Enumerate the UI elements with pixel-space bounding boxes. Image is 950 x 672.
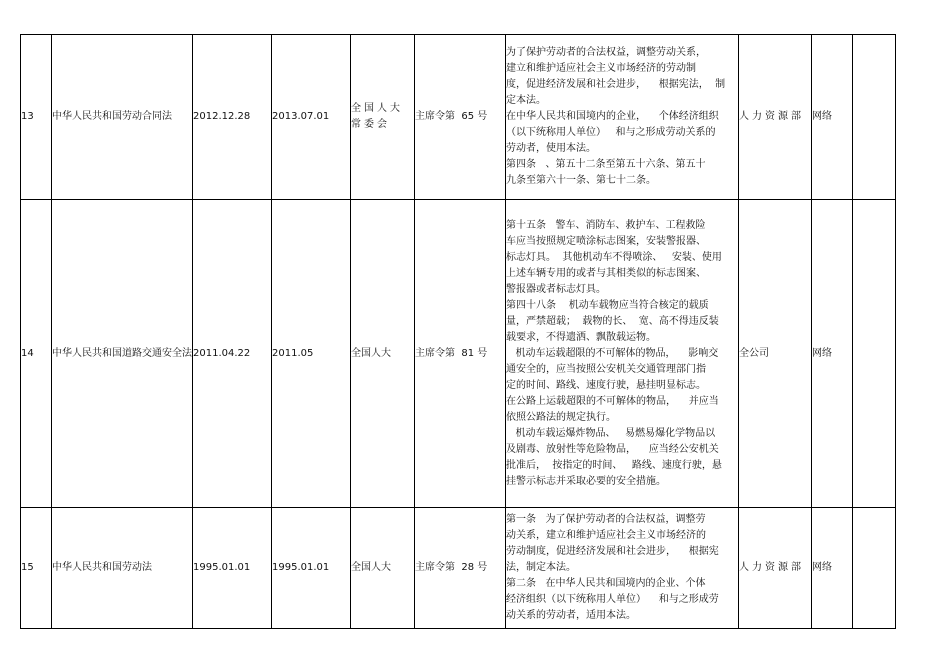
source: 网络 bbox=[812, 508, 853, 629]
row-number: 13 bbox=[21, 35, 52, 200]
laws-table bbox=[20, 34, 896, 629]
clause-line: 动关系的劳动者，适用本法。 bbox=[506, 610, 636, 621]
responsible-department: 人力资源部 bbox=[739, 508, 812, 629]
source: 网络 bbox=[812, 200, 853, 508]
clause-line: 定的时间、路线、速度行驶，悬挂明显标志。 bbox=[506, 379, 706, 391]
table-row bbox=[21, 508, 896, 629]
responsible-department: 全公司 bbox=[739, 200, 812, 508]
clause-line: 经济组织（以下统称用人单位） 和与之形成劳 bbox=[506, 594, 719, 605]
table-row bbox=[21, 35, 896, 200]
clause-line: 劳动者，使用本法。 bbox=[506, 143, 596, 154]
clause-line: 定本法。 bbox=[506, 95, 546, 106]
clause-line: 依照公路法的规定执行。 bbox=[506, 411, 616, 423]
clause-line: 在中华人民共和国境内的企业， 个体经济组织 bbox=[506, 111, 719, 122]
effective-date: 2011.05 bbox=[272, 200, 351, 508]
clause-line: 度，促进经济发展和社会进步， 根据宪法， 制 bbox=[506, 79, 726, 90]
laws-table-body bbox=[21, 35, 896, 629]
clause-line: 机动车运载超限的不可解体的物品， 影响交 bbox=[506, 347, 719, 359]
clause-line: 动关系，建立和维护适应社会主义市场经济的 bbox=[506, 530, 706, 541]
issuing-authority: 全国人大常委会 bbox=[351, 35, 415, 200]
table-row bbox=[21, 200, 896, 508]
effective-date: 1995.01.01 bbox=[272, 508, 351, 629]
clause-line: 第二条 在中华人民共和国境内的企业、个体 bbox=[506, 578, 706, 589]
row-number: 14 bbox=[21, 200, 52, 508]
decree-number: 主席令第 28 号 bbox=[415, 508, 506, 629]
note-cell bbox=[853, 35, 896, 200]
publish-date: 2012.12.28 bbox=[193, 35, 272, 200]
clause-line: 第四条 、第五十二条至第五十六条、第五十 bbox=[506, 159, 706, 170]
note-cell bbox=[853, 508, 896, 629]
issuing-authority: 全国人大 bbox=[351, 200, 415, 508]
clause-line: 载要求，不得遗洒、飘散载运物。 bbox=[506, 331, 656, 343]
clause-line: 量，严禁超载； 载物的长、 宽、高不得违反装 bbox=[506, 315, 719, 327]
decree-number: 主席令第 81 号 bbox=[415, 200, 506, 508]
applicable-clauses bbox=[506, 508, 739, 629]
clause-line: 及剧毒、放射性等危险物品， 应当经公安机关 bbox=[506, 443, 719, 455]
clause-line: 机动车载运爆炸物品、 易燃易爆化学物品以 bbox=[506, 427, 716, 439]
source: 网络 bbox=[812, 35, 853, 200]
clause-line: 法，制定本法。 bbox=[506, 562, 576, 573]
clause-line: 批准后， 按指定的时间、 路线、速度行驶，悬 bbox=[506, 459, 722, 471]
clause-line: 警报器或者标志灯具。 bbox=[506, 283, 606, 295]
clause-line: 建立和维护适应社会主义市场经济的劳动制 bbox=[506, 63, 696, 74]
clause-line: 第一条 为了保护劳动者的合法权益，调整劳 bbox=[506, 514, 706, 525]
clause-line: 第十五条 警车、消防车、救护车、工程救险 bbox=[506, 219, 706, 231]
applicable-clauses bbox=[506, 200, 739, 508]
law-name: 中华人民共和国道路交通安全法 bbox=[52, 200, 193, 508]
clause-line: 为了保护劳动者的合法权益，调整劳动关系， bbox=[506, 47, 706, 58]
clause-line: （以下统称用人单位） 和与之形成劳动关系的 bbox=[506, 127, 716, 138]
clause-line: 通安全的，应当按照公安机关交通管理部门指 bbox=[506, 363, 706, 375]
responsible-department: 人力资源部 bbox=[739, 35, 812, 200]
clause-line: 车应当按照规定喷涂标志图案，安装警报器、 bbox=[506, 235, 706, 247]
publish-date: 2011.04.22 bbox=[193, 200, 272, 508]
clause-line: 在公路上运载超限的不可解体的物品， 并应当 bbox=[506, 395, 719, 407]
clause-line: 九条至第六十一条、第七十二条。 bbox=[506, 175, 656, 186]
publish-date: 1995.01.01 bbox=[193, 508, 272, 629]
clause-line: 上述车辆专用的或者与其相类似的标志图案、 bbox=[506, 267, 706, 279]
issuing-authority: 全国人大 bbox=[351, 508, 415, 629]
clause-line: 劳动制度，促进经济发展和社会进步， 根据宪 bbox=[506, 546, 719, 557]
law-name: 中华人民共和国劳动法 bbox=[52, 508, 193, 629]
applicable-clauses bbox=[506, 35, 739, 200]
decree-number: 主席令第 65 号 bbox=[415, 35, 506, 200]
law-name: 中华人民共和国劳动合同法 bbox=[52, 35, 193, 200]
clause-line: 第四十八条 机动车载物应当符合核定的载质 bbox=[506, 299, 709, 311]
note-cell bbox=[853, 200, 896, 508]
effective-date: 2013.07.01 bbox=[272, 35, 351, 200]
clause-line: 标志灯具。 其他机动车不得喷涂、 安装、使用 bbox=[506, 251, 722, 263]
row-number: 15 bbox=[21, 508, 52, 629]
clause-line: 挂警示标志并采取必要的安全措施。 bbox=[506, 475, 666, 487]
